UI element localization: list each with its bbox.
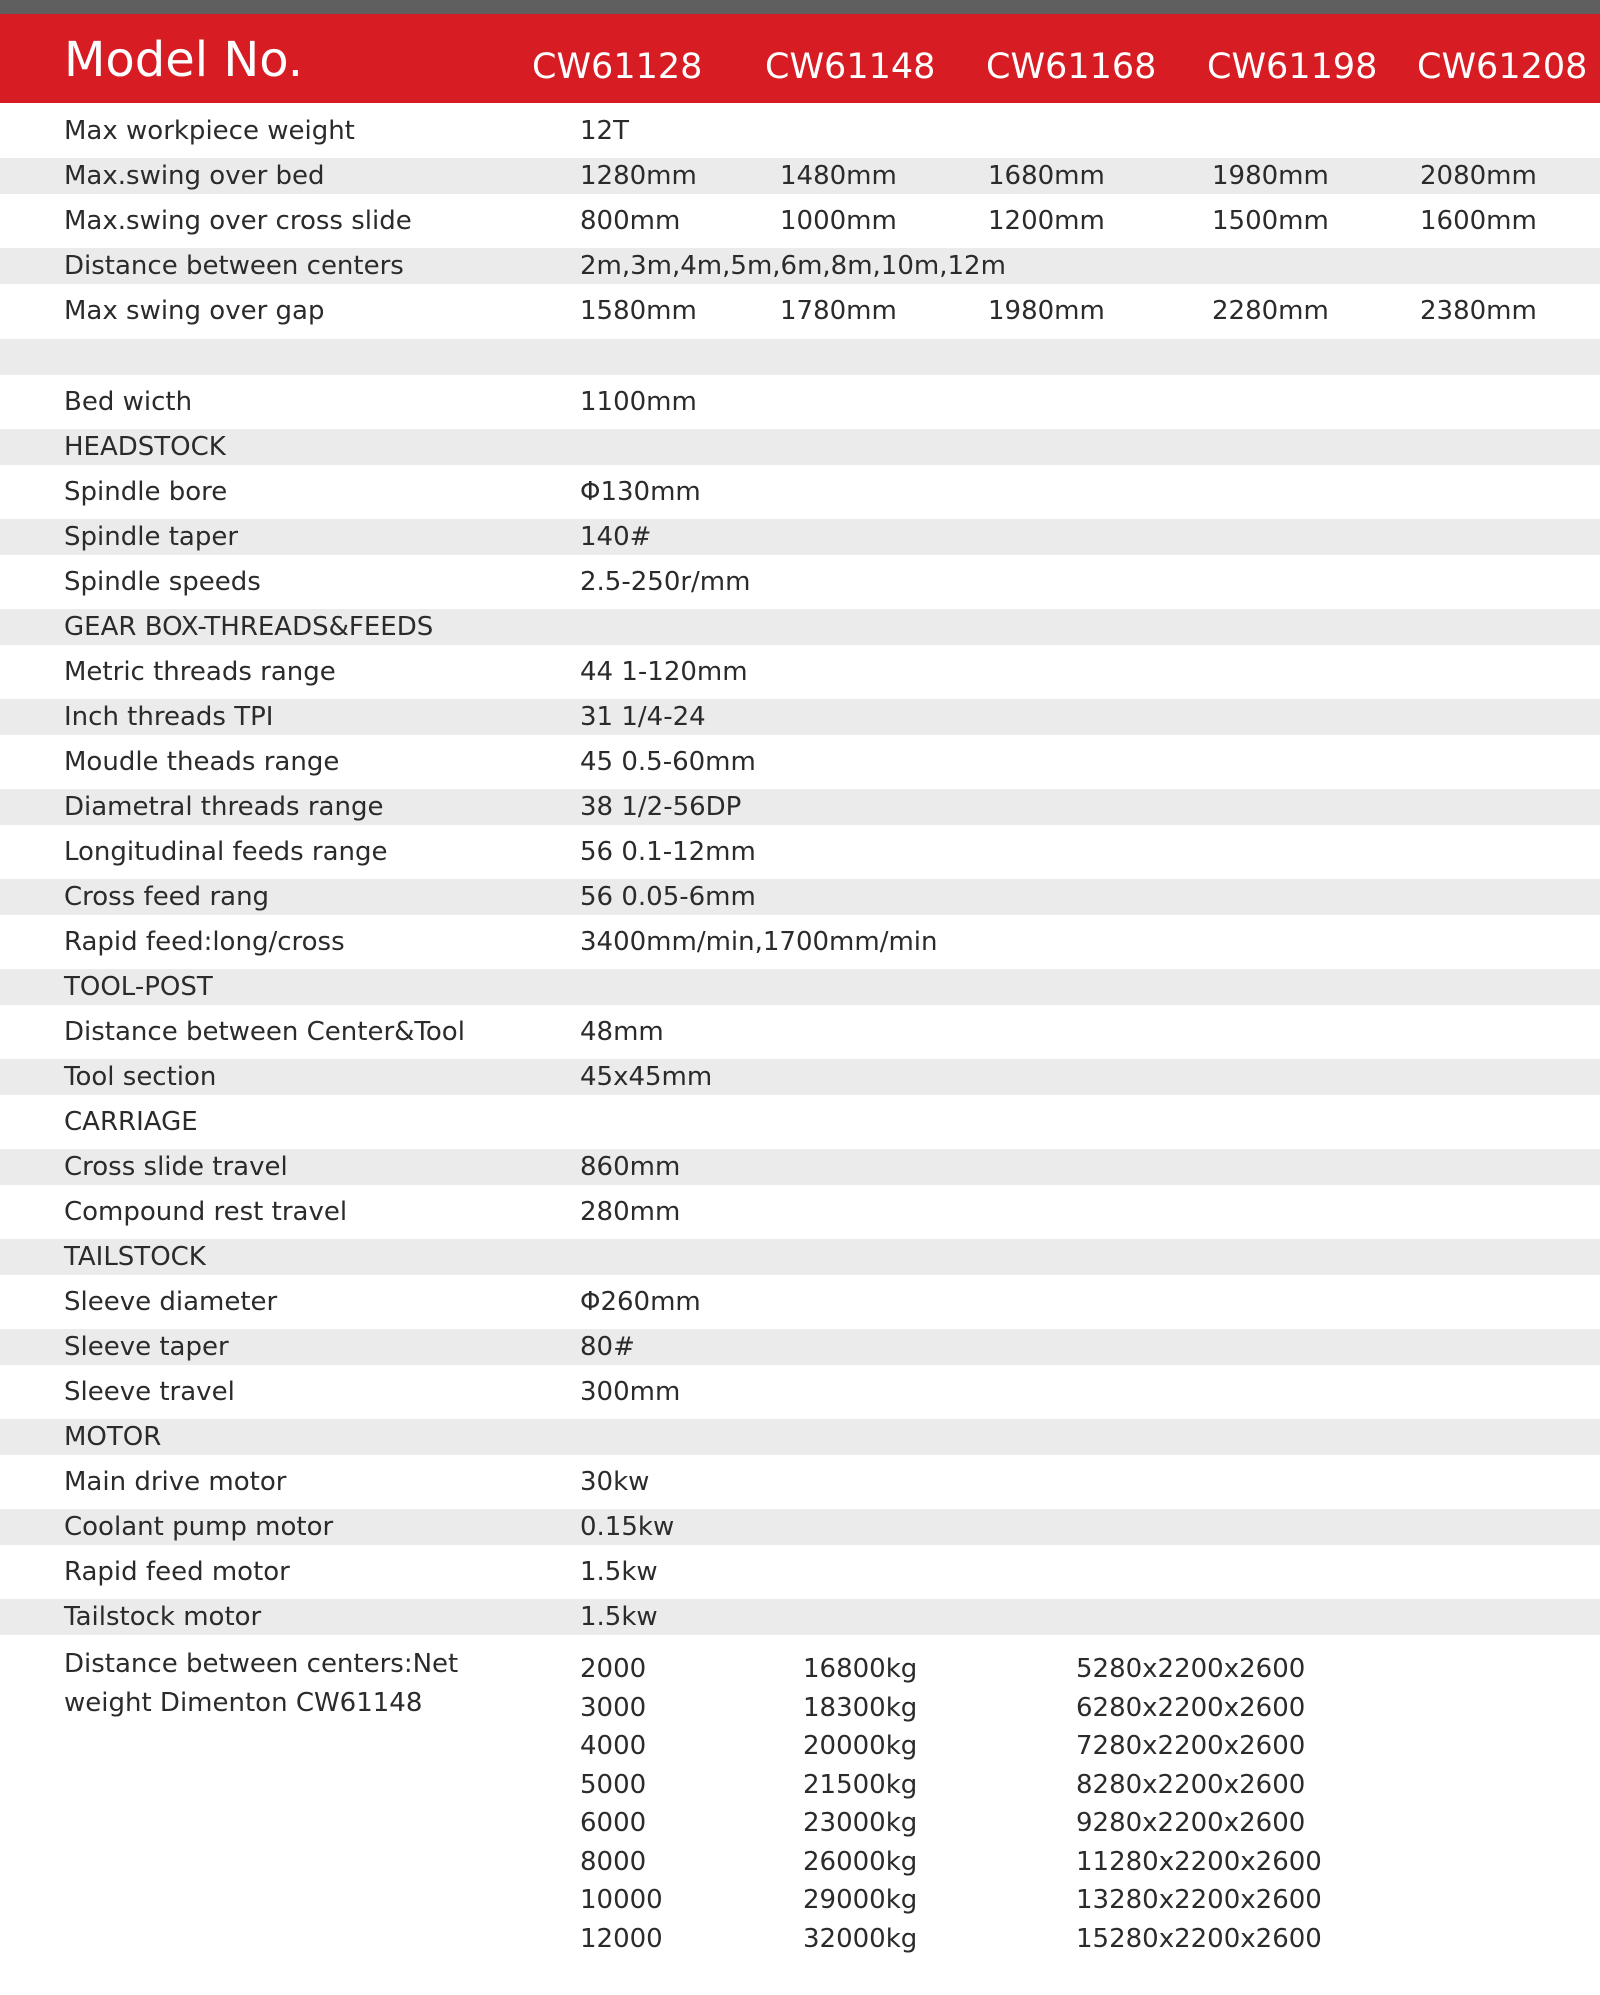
weight-distance: 12000 [580,1924,663,1954]
spec-value: 30kw [580,1467,650,1497]
spec-label: Sleeve taper [64,1332,229,1362]
spec-label: Spindle taper [64,522,239,552]
weight-distance: 2000 [580,1654,647,1684]
model-cw61148: CW61148 [765,47,936,87]
spec-label: Tailstock motor [64,1602,262,1632]
spec-label: HEADSTOCK [64,432,226,462]
spec-label: Cross feed rang [64,882,270,912]
spec-value: 300mm [580,1377,681,1407]
weight-distance: 10000 [580,1885,663,1915]
spec-row [0,519,1600,555]
weight-dimension: 7280x2200x2600 [1076,1731,1306,1761]
weight-weight: 16800kg [803,1654,918,1684]
spec-label: Rapid feed motor [64,1557,290,1587]
model-cw61198: CW61198 [1207,47,1378,87]
spec-value: 2080mm [1420,161,1537,191]
spec-row [0,1284,1600,1320]
spec-row [0,564,1600,600]
spec-value: 45 0.5-60mm [580,747,756,777]
spec-row [0,969,1600,1005]
spec-row [0,1509,1600,1545]
spec-row [0,1329,1600,1365]
weight-label-line2: weight Dimenton CW61148 [64,1688,423,1718]
spec-row [0,1374,1600,1410]
spec-row [0,384,1600,420]
spec-row [0,1104,1600,1140]
weight-dimension: 13280x2200x2600 [1076,1885,1322,1915]
spec-value: 1.5kw [580,1602,658,1632]
spec-value: 1500mm [1212,206,1329,236]
spec-value: 2m,3m,4m,5m,6m,8m,10m,12m [580,251,1006,281]
spec-row [0,699,1600,735]
spec-value: 1580mm [580,296,697,326]
spec-row [0,158,1600,194]
weight-row [0,1804,1600,1842]
spec-row [0,744,1600,780]
spec-value: 2380mm [1420,296,1537,326]
weight-weight: 26000kg [803,1847,918,1877]
weight-dimension: 11280x2200x2600 [1076,1847,1322,1877]
weight-row [0,1920,1600,1958]
spec-label: MOTOR [64,1422,162,1452]
spec-label: Longitudinal feeds range [64,837,388,867]
spec-value: 48mm [580,1017,664,1047]
spec-label: Max.swing over bed [64,161,325,191]
weight-dimension: 9280x2200x2600 [1076,1808,1306,1838]
spec-row [0,1419,1600,1455]
spec-label: Inch threads TPI [64,702,274,732]
spec-row [0,1554,1600,1590]
spec-row [0,1014,1600,1050]
weight-row [0,1650,1600,1688]
spec-row [0,1149,1600,1185]
weight-row [0,1689,1600,1727]
spec-row [0,113,1600,149]
weight-weight: 32000kg [803,1924,918,1954]
spec-label: Max swing over gap [64,296,325,326]
spec-value: Φ260mm [580,1287,701,1317]
spec-label: TAILSTOCK [64,1242,206,1272]
spec-value: 1980mm [988,296,1105,326]
spec-value: 1600mm [1420,206,1537,236]
spec-label: Metric threads range [64,657,336,687]
weight-dimension: 8280x2200x2600 [1076,1770,1306,1800]
weight-weight: 18300kg [803,1693,918,1723]
spec-label: Sleeve travel [64,1377,235,1407]
spec-row [0,203,1600,239]
weight-dimension: 5280x2200x2600 [1076,1654,1306,1684]
spec-value: 1280mm [580,161,697,191]
spec-label: Cross slide travel [64,1152,288,1182]
spec-row [0,248,1600,284]
spec-value: 56 0.05-6mm [580,882,756,912]
spec-row [0,1239,1600,1275]
spec-value: 0.15kw [580,1512,675,1542]
spec-label: Diametral threads range [64,792,384,822]
spec-label: TOOL-POST [64,972,213,1002]
weight-dimension: 6280x2200x2600 [1076,1693,1306,1723]
weight-row [0,1843,1600,1881]
spec-row [0,429,1600,465]
top-strip [0,0,1600,14]
spec-value: 2280mm [1212,296,1329,326]
spec-row [0,1464,1600,1500]
spec-value: 45x45mm [580,1062,713,1092]
spec-value: 280mm [580,1197,681,1227]
spec-value: 80# [580,1332,635,1362]
weight-row [0,1727,1600,1765]
spec-row [0,474,1600,510]
weight-weight: 21500kg [803,1770,918,1800]
spec-value: 800mm [580,206,681,236]
spec-label: Distance between centers [64,251,404,281]
spec-label: Max workpiece weight [64,116,355,146]
spec-label: Moudle theads range [64,747,340,777]
spec-value: 44 1-120mm [580,657,748,687]
spec-value: 1000mm [780,206,897,236]
model-cw61168: CW61168 [986,47,1157,87]
model-no-title: Model No. [64,32,304,88]
spec-label: Main drive motor [64,1467,287,1497]
spec-row [0,924,1600,960]
spec-label: Max.swing over cross slide [64,206,412,236]
spec-value: 3400mm/min,1700mm/min [580,927,938,957]
spec-value: 860mm [580,1152,681,1182]
spec-value: 1980mm [1212,161,1329,191]
spec-row [0,1059,1600,1095]
weight-distance: 5000 [580,1770,647,1800]
spec-label: Distance between Center&Tool [64,1017,465,1047]
spec-label: Compound rest travel [64,1197,348,1227]
spec-value: 1680mm [988,161,1105,191]
weight-weight: 20000kg [803,1731,918,1761]
model-cw61208: CW61208 [1417,47,1588,87]
spec-value: 1200mm [988,206,1105,236]
spec-row [0,609,1600,645]
spec-label: GEAR BOX-THREADS&FEEDS [64,612,434,642]
spec-value: 1.5kw [580,1557,658,1587]
spec-value: 38 1/2-56DP [580,792,742,822]
spec-label: Sleeve diameter [64,1287,278,1317]
spec-row [0,834,1600,870]
weight-dimension: 15280x2200x2600 [1076,1924,1322,1954]
spec-row [0,654,1600,690]
header-bar [0,14,1600,103]
spec-row [0,879,1600,915]
spec-value: 1480mm [780,161,897,191]
weight-distance: 3000 [580,1693,647,1723]
spec-row [0,1599,1600,1635]
spec-label: Spindle bore [64,477,228,507]
spec-value: 12T [580,116,629,146]
spec-value: 140# [580,522,652,552]
spec-value: 1780mm [780,296,897,326]
spec-value: 1100mm [580,387,697,417]
weight-label-line1: Distance between centers:Net [64,1649,459,1679]
weight-weight: 29000kg [803,1885,918,1915]
spec-value: 56 0.1-12mm [580,837,756,867]
spec-value: Φ130mm [580,477,701,507]
weight-distance: 8000 [580,1847,647,1877]
spec-label: Coolant pump motor [64,1512,334,1542]
weight-row [0,1766,1600,1804]
model-cw61128: CW61128 [532,47,703,87]
spec-label: Bed wicth [64,387,193,417]
weight-distance: 4000 [580,1731,647,1761]
spec-label: Spindle speeds [64,567,261,597]
spec-row [0,789,1600,825]
spec-row [0,339,1600,375]
weight-weight: 23000kg [803,1808,918,1838]
spec-row [0,1194,1600,1230]
spec-label: Rapid feed:long/cross [64,927,345,957]
spec-value: 31 1/4-24 [580,702,706,732]
spec-row [0,293,1600,329]
spec-label: CARRIAGE [64,1107,198,1137]
weight-distance: 6000 [580,1808,647,1838]
spec-label: Tool section [64,1062,217,1092]
weight-row [0,1881,1600,1919]
spec-value: 2.5-250r/mm [580,567,751,597]
